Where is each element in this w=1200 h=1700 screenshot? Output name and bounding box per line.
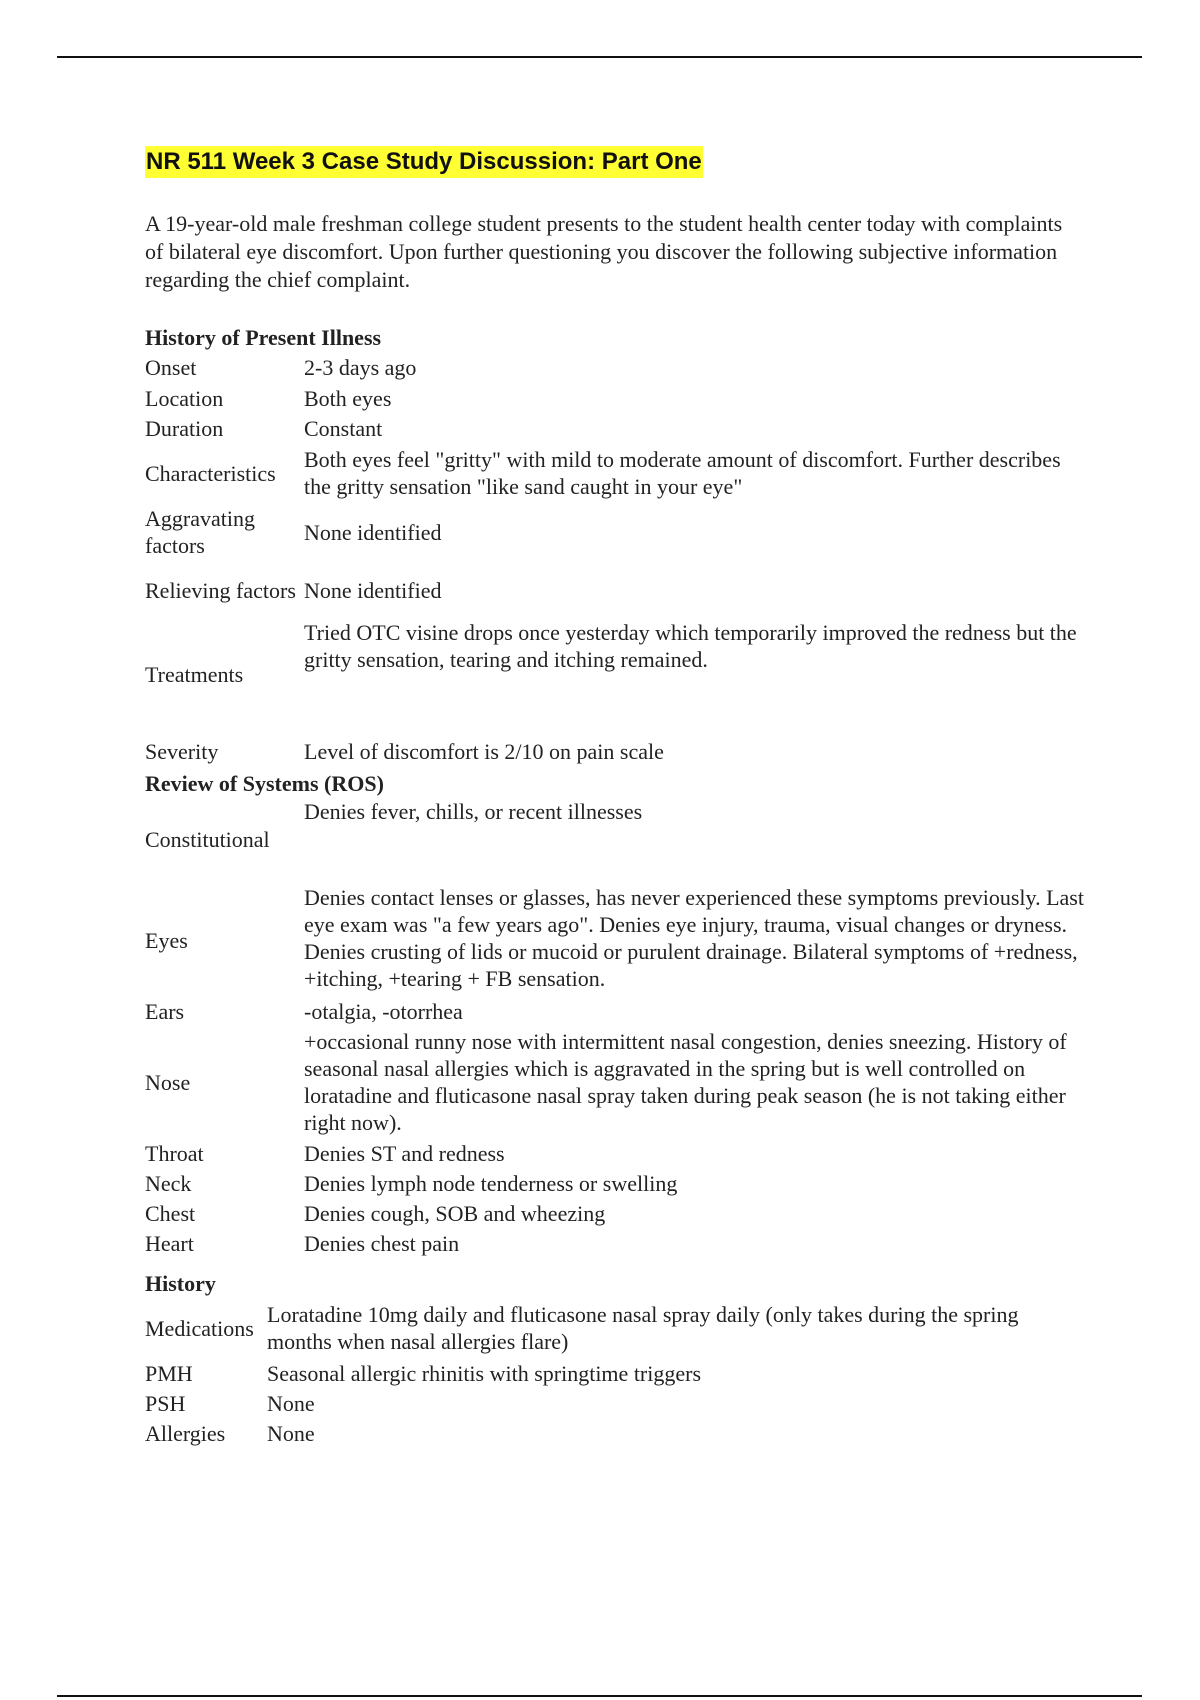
table-row <box>145 1358 1047 1388</box>
table-row <box>145 443 1084 503</box>
row-label: PMH <box>145 1360 193 1386</box>
row-label: Nose <box>145 1069 191 1095</box>
row-label: Characteristics <box>145 460 276 486</box>
ros-table <box>145 798 1084 1258</box>
history-heading: History <box>145 1271 216 1296</box>
hpi-section <box>145 324 1084 765</box>
row-label: Severity <box>145 739 219 764</box>
page-top-rule <box>57 56 1142 58</box>
row-label: Location <box>145 385 224 411</box>
row-value: Both eyes feel "gritty" with mild to moderate amount of discomfort. Further describes the gritty sensation "like sand caught in your eye" <box>304 447 1061 499</box>
row-value: Denies lymph node tenderness or swelling <box>304 1170 678 1196</box>
table-row <box>145 352 1084 383</box>
table-row <box>145 1228 1084 1258</box>
table-row <box>145 1026 1084 1138</box>
row-value: Denies chest pain <box>304 1230 460 1256</box>
row-label: Treatments <box>145 662 244 687</box>
table-row <box>145 884 1084 996</box>
row-value: None <box>267 1420 315 1446</box>
table-row <box>145 1298 1047 1358</box>
hpi-table <box>145 352 1084 765</box>
row-value: Denies ST and redness <box>304 1140 505 1166</box>
row-value: Constant <box>304 415 383 441</box>
row-label: Eyes <box>145 927 188 953</box>
row-value: Denies contact lenses or glasses, has never experienced these symptoms previously. Last eye exam was "a few years ago". Denies eye injury, trauma, visual changes or dryness. Denies crusting of lids or mucoid or purulent drainage. Bilateral symptoms of +redness, +itching, +tearing + FB sensation. <box>304 885 1084 991</box>
row-label: PSH <box>145 1390 186 1416</box>
row-value: Both eyes <box>304 385 392 411</box>
row-value: None <box>267 1390 315 1416</box>
row-label: Onset <box>145 355 197 380</box>
table-row <box>145 798 1084 884</box>
document-title: NR 511 Week 3 Case Study Discussion: Part One <box>145 146 703 178</box>
table-row <box>145 413 1084 443</box>
row-label: Ears <box>145 998 185 1024</box>
table-row <box>145 503 1084 561</box>
row-label: Neck <box>145 1170 192 1196</box>
row-value: Denies fever, chills, or recent illnesses <box>304 799 643 824</box>
row-value: Level of discomfort is 2/10 on pain scale <box>304 739 664 764</box>
row-value: None identified <box>304 577 442 603</box>
row-label: Constitutional <box>145 827 270 852</box>
table-row <box>145 729 1084 765</box>
row-label: Allergies <box>145 1420 226 1446</box>
row-label: Medications <box>145 1315 254 1341</box>
table-row <box>145 1168 1084 1198</box>
title-block <box>145 146 703 178</box>
hpi-heading: History of Present Illness <box>145 325 382 350</box>
row-value: Loratadine 10mg daily and fluticasone nasal spray daily (only takes during the spring months when nasal allergies flare) <box>267 1302 1019 1354</box>
ros-heading: Review of Systems (ROS) <box>145 771 384 796</box>
table-row <box>145 1138 1084 1168</box>
page-bottom-rule <box>57 1695 1142 1697</box>
row-value: +occasional runny nose with intermittent nasal congestion, denies sneezing. History of seasonal nasal allergies which is aggravated in the spring but is well controlled on loratadine and fluticasone nasal spray taken during peak season (he is not taking either right now). <box>304 1029 1067 1135</box>
row-label: Relieving factors <box>145 577 296 603</box>
row-label: Aggravating factors <box>145 506 255 558</box>
table-row <box>145 1418 1047 1448</box>
history-table <box>145 1298 1047 1448</box>
row-value: Tried OTC visine drops once yesterday which temporarily improved the redness but the gritty sensation, tearing and itching remained. <box>304 620 1077 672</box>
row-value: Seasonal allergic rhinitis with springtime triggers <box>267 1360 702 1386</box>
ros-section <box>145 770 1084 1258</box>
row-value: Denies cough, SOB and wheezing <box>304 1200 606 1226</box>
row-value: None identified <box>304 519 442 545</box>
intro-paragraph: A 19-year-old male freshman college student presents to the student health center today with complaints of bilateral eye discomfort. Upon further questioning you discover the following subjective information regarding the chief complaint. <box>145 211 1063 292</box>
table-row <box>145 561 1084 619</box>
table-row <box>145 619 1084 729</box>
history-section <box>145 1270 1047 1448</box>
row-value: 2-3 days ago <box>304 355 417 380</box>
table-row <box>145 996 1084 1026</box>
row-label: Chest <box>145 1200 196 1226</box>
table-row <box>145 383 1084 413</box>
row-label: Duration <box>145 415 224 441</box>
row-value: -otalgia, -otorrhea <box>304 998 463 1024</box>
table-row <box>145 1198 1084 1228</box>
table-row <box>145 1388 1047 1418</box>
row-label: Throat <box>145 1140 204 1166</box>
row-label: Heart <box>145 1230 194 1256</box>
